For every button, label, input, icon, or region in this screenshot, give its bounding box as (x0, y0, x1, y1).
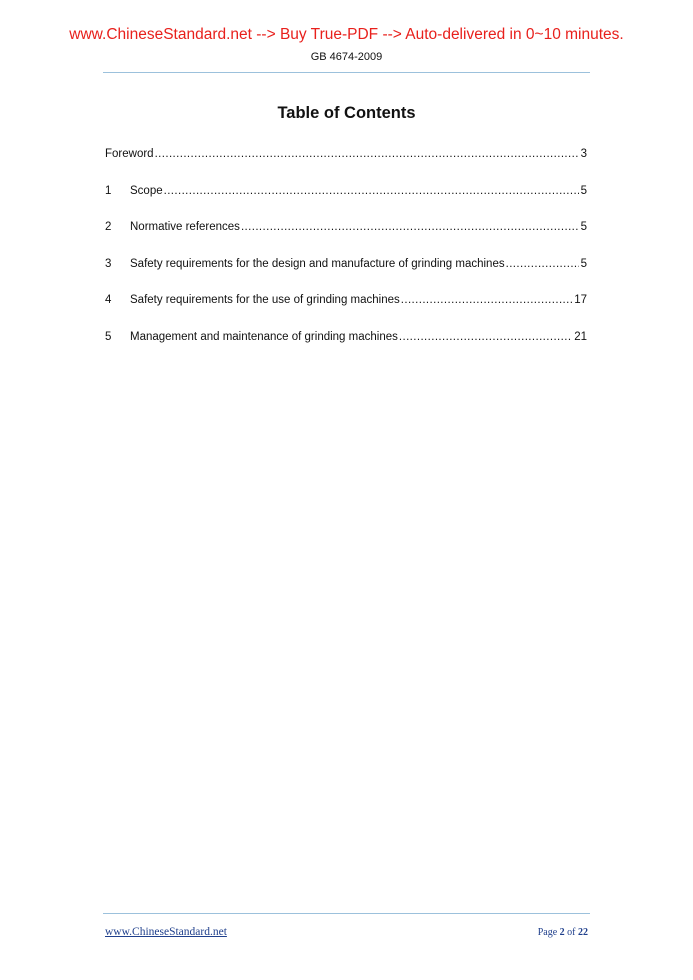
toc-entry-number: 2 (105, 221, 112, 233)
toc-leader-dots (155, 147, 579, 161)
toc-entry-number: 3 (105, 257, 112, 270)
document-number: GB 4674-2009 (310, 51, 383, 63)
toc-entry-label: Foreword (105, 148, 154, 160)
toc-entry-label: Scope (130, 184, 163, 197)
toc-leader-dots (506, 257, 579, 271)
toc-entry-page: 21 (574, 330, 587, 343)
toc-leader-dots (401, 293, 572, 307)
toc-entry-number: 5 (105, 330, 112, 343)
toc-entry-normative-references[interactable] (105, 220, 587, 257)
toc-entry-label: Safety requirements for the design and manufacture of grinding machines (130, 257, 505, 270)
toc-entry-label: Safety requirements for the use of grinding machines (130, 294, 400, 306)
toc-entry-label: Management and maintenance of grinding machines (130, 330, 398, 343)
table-of-contents (105, 147, 587, 366)
toc-entry-page: 17 (574, 294, 587, 306)
toc-entry-scope[interactable] (105, 184, 587, 221)
page-total: 22 (578, 927, 588, 938)
toc-entry-page: 5 (580, 221, 587, 233)
page-indicator (538, 927, 588, 938)
toc-leader-dots (399, 330, 572, 344)
footer-divider (103, 913, 590, 914)
toc-entry-use-safety[interactable] (105, 293, 587, 330)
toc-entry-foreword[interactable] (105, 147, 587, 184)
toc-entry-number: 4 (105, 294, 112, 306)
footer-website-link[interactable]: www.ChineseStandard.net (105, 926, 227, 938)
page-word: Page (537, 927, 558, 938)
page-current: 2 (559, 927, 565, 938)
toc-entry-label: Normative references (130, 221, 240, 233)
toc-entry-page: 3 (580, 148, 587, 160)
toc-entry-page: 5 (580, 257, 587, 270)
header-divider (103, 72, 590, 73)
toc-entry-management-maintenance[interactable] (105, 330, 587, 367)
page-of: of (567, 927, 576, 938)
toc-entry-design-safety[interactable] (105, 257, 587, 294)
toc-leader-dots (241, 220, 579, 234)
toc-entry-page: 5 (580, 184, 587, 197)
toc-entry-number: 1 (105, 184, 112, 197)
banner-link[interactable]: www.ChineseStandard.net --> Buy True-PDF --> Auto-delivered in 0~10 minutes. (69, 26, 624, 43)
toc-title: Table of Contents (277, 104, 416, 122)
toc-leader-dots (164, 184, 579, 198)
